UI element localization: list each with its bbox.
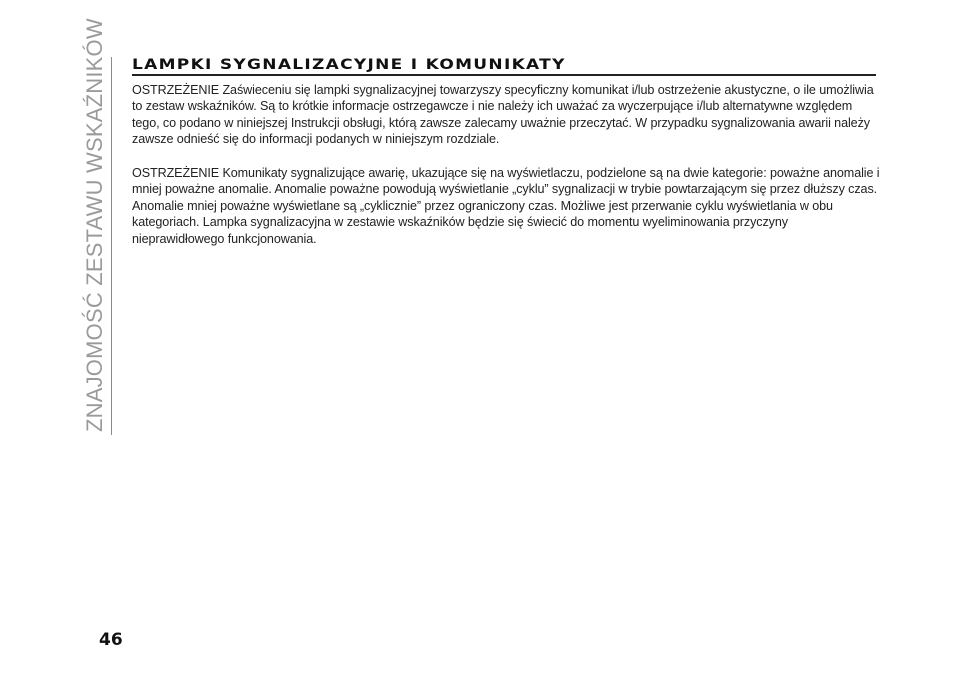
section-side-title: ZNAJOMOŚĆ ZESTAWU WSKAŹNIKÓW — [82, 18, 107, 432]
page-number: 46 — [99, 630, 123, 650]
title-underline — [132, 74, 876, 76]
warning-paragraph-2: OSTRZEŻENIE Komunikaty sygnalizujące awarię, ukazujące się na wyświetlaczu, podzielone są na dwie kategorie: poważne anomalie i mniej poważne anomalie. Anomalie poważne powodują wyświetlanie „cyklu” sygnalizacji w trybie powtarzającym się przez dłuższy czas. Anomalie mniej poważne wyświetlane są „cyklicznie” przez ograniczony czas. Możliwe jest przerwanie cyklu wyświetlania w obu kategoriach. Lampka sygnalizacyjna w zestawie wskaźników będzie się świecić do momentu wyeliminowania przyczyny nieprawidłowego funkcjonowania. — [132, 166, 880, 246]
warning-paragraph-1: OSTRZEŻENIE Zaświeceniu się lampki sygnalizacyjnej towarzyszy specyficzny komunikat i/lub ostrzeżenie akustyczne, o ile umożliwia to zestaw wskaźników. Są to krótkie informacje ostrzegawcze i nie należy ich uważać za wyczerpujące i/lub alternatywne względem tego, co podano w niniejszej Instrukcji obsługi, którą zawsze zalecamy uważnie przeczytać. W przypadku sygnalizowania awarii należy zawsze odnieść się do informacji podanych w niniejszym rozdziale. — [132, 83, 874, 147]
page-title: LAMPKI SYGNALIZACYJNE I KOMUNIKATY — [132, 56, 566, 73]
side-divider — [111, 57, 112, 435]
